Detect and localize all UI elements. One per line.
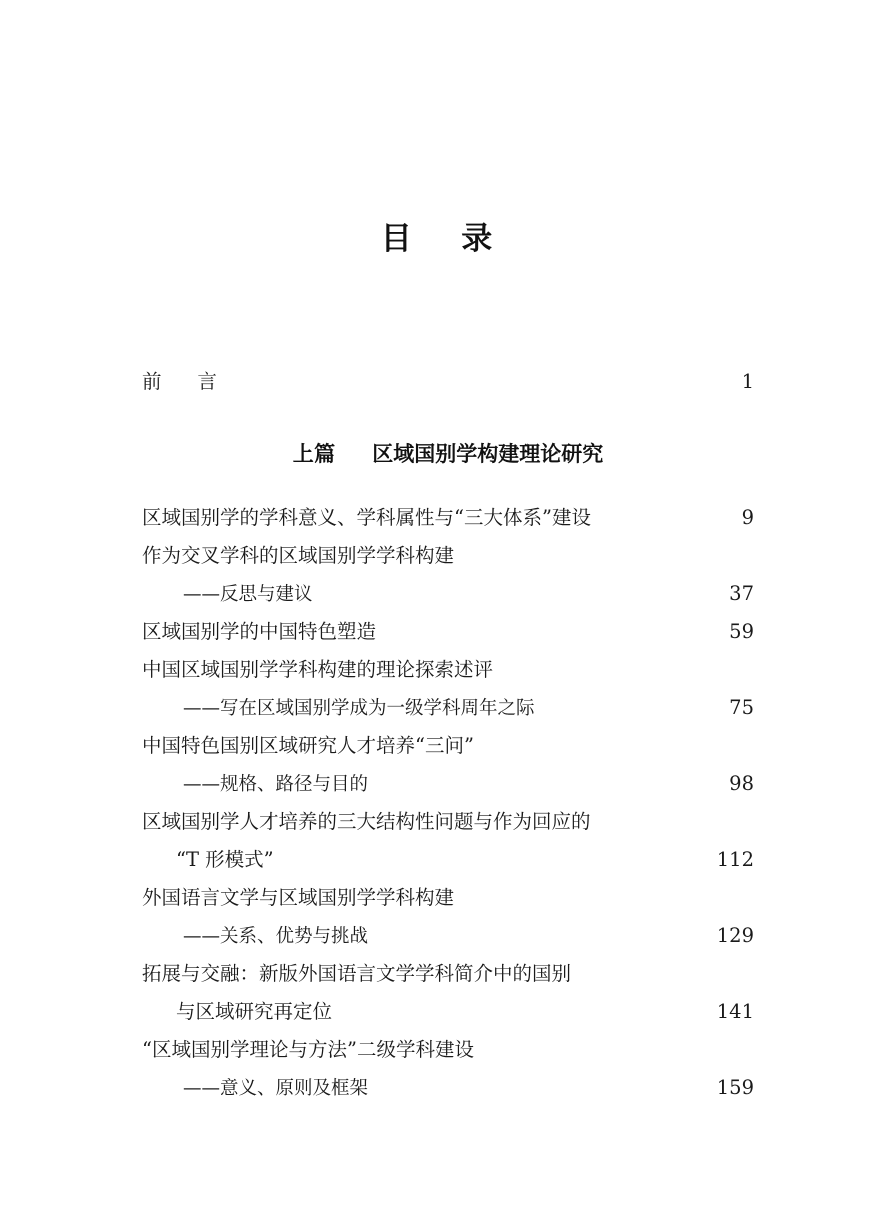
toc-entry-label: 区域国别学的学科意义、学科属性与“三大体系”建设 (142, 506, 591, 529)
toc-entry[interactable] (142, 955, 754, 993)
toc-entry-label: ——意义、原则及框架 (183, 1078, 369, 1099)
toc-entry-label: 区域国别学的中国特色塑造 (142, 620, 377, 643)
leader-dots (374, 772, 723, 791)
spacer (142, 473, 754, 499)
part-heading-label: 上篇 (292, 441, 336, 466)
toc-entry[interactable] (142, 917, 754, 955)
toc-page-number: 59 (729, 620, 754, 643)
leader-dots (597, 505, 736, 525)
leader-dots (280, 847, 711, 867)
leader-dots (235, 369, 736, 389)
toc-entry-label: “T 形模式” (176, 848, 274, 871)
toc-entry-label: 区域国别学人才培养的三大结构性问题与作为回应的 (142, 810, 591, 833)
toc-entry-label: 作为交叉学科的区域国别学学科构建 (142, 544, 455, 567)
toc-entry-label: 中国特色国别区域研究人才培养“三问” (142, 734, 474, 757)
toc-page-number: 98 (729, 772, 754, 795)
toc-entry-label: “区域国别学理论与方法”二级学科建设 (142, 1038, 474, 1061)
toc-entry-list (142, 363, 754, 1107)
toc-entry[interactable] (142, 841, 754, 879)
toc-entry[interactable] (142, 613, 754, 651)
toc-entry[interactable] (142, 651, 754, 689)
toc-entries (142, 499, 754, 1107)
part-heading (142, 435, 754, 473)
leader-dots (338, 999, 711, 1019)
toc-entry[interactable] (142, 689, 754, 727)
toc-entry-preface[interactable] (142, 363, 754, 401)
toc-entry-label: ——写在区域国别学成为一级学科周年之际 (183, 698, 535, 719)
toc-page-number: 141 (716, 1000, 754, 1023)
leader-dots (374, 1076, 711, 1095)
toc-page-number: 9 (741, 506, 754, 529)
toc-entry[interactable] (142, 879, 754, 917)
toc-entry[interactable] (142, 727, 754, 765)
toc-page-number: 37 (729, 582, 754, 605)
leader-dots (374, 924, 711, 943)
toc-page-number: 112 (716, 848, 754, 871)
toc-entry-label: ——反思与建议 (183, 584, 313, 605)
toc-entry[interactable] (142, 499, 754, 537)
leader-dots (319, 582, 724, 601)
toc-entry-label: 外国语言文学与区域国别学学科构建 (142, 886, 455, 909)
toc-entry-label: ——规格、路径与目的 (183, 774, 369, 795)
toc-entry-label: 中国区域国别学学科构建的理论探索述评 (142, 658, 494, 681)
toc-entry[interactable] (142, 537, 754, 575)
toc-entry[interactable] (142, 765, 754, 803)
leader-dots (382, 619, 723, 639)
toc-entry[interactable] (142, 575, 754, 613)
toc-page-number: 129 (716, 924, 754, 947)
toc-page-number: 75 (729, 696, 754, 719)
toc-entry[interactable] (142, 803, 754, 841)
part-heading-name: 区域国别学构建理论研究 (372, 441, 604, 466)
toc-entry[interactable] (142, 1069, 754, 1107)
leader-dots (541, 696, 724, 715)
toc-page-number: 159 (716, 1076, 754, 1099)
toc-entry-label: ——关系、优势与挑战 (183, 926, 369, 947)
spacer (142, 401, 754, 435)
toc-entry[interactable] (142, 1031, 754, 1069)
toc-page-number: 1 (741, 370, 754, 393)
toc-entry-label: 拓展与交融：新版外国语言文学学科简介中的国别 (142, 962, 572, 985)
page-title: 目 录 (380, 221, 502, 257)
toc-entry[interactable] (142, 993, 754, 1031)
toc-entry-label: 前 言 (142, 370, 226, 393)
toc-entry-label: 与区域研究再定位 (176, 1000, 333, 1023)
